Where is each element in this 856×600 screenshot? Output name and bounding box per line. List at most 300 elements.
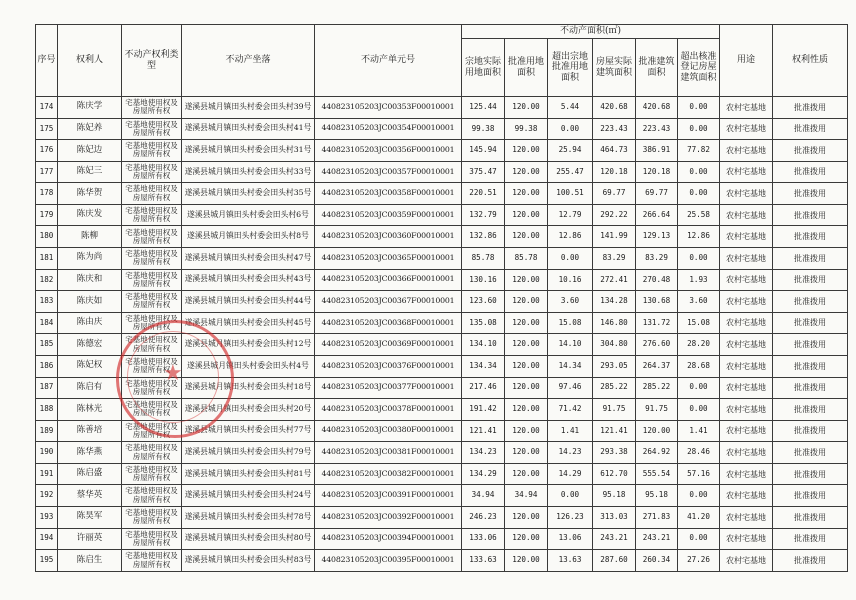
- cell-location: 遂溪县城月镇田头村委会田头村35号: [182, 183, 315, 205]
- cell-nature: 批准拨用: [773, 550, 848, 572]
- cell-use: 农村宅基地: [720, 334, 773, 356]
- cell-bldg-approved: 264.92: [636, 442, 678, 464]
- cell-seq: 192: [36, 485, 58, 507]
- cell-bldg-exceed: 41.20: [678, 506, 720, 528]
- cell-land-exceed: 3.60: [548, 291, 593, 313]
- cell-land-approved: 120.00: [505, 399, 548, 421]
- cell-bldg-approved: 120.18: [636, 161, 678, 183]
- cell-bldg-exceed: 57.16: [678, 463, 720, 485]
- cell-land-actual: 34.94: [462, 485, 505, 507]
- cell-holder: 陈华燕: [58, 442, 122, 464]
- cell-bldg-actual: 420.68: [593, 97, 636, 119]
- cell-unit-no: 440823105203JC00368F00010001: [315, 312, 462, 334]
- table-row: [36, 442, 848, 464]
- cell-right-type: 宅基地使用权及房屋所有权: [122, 334, 182, 356]
- cell-unit-no: 440823105203JC00392F00010001: [315, 506, 462, 528]
- cell-location: 遂溪县城月镇田头村委会田头村83号: [182, 550, 315, 572]
- cell-right-type: 宅基地使用权及房屋所有权: [122, 140, 182, 162]
- cell-location: 遂溪县城月镇田头村委会田头村43号: [182, 269, 315, 291]
- cell-use: 农村宅基地: [720, 118, 773, 140]
- cell-bldg-actual: 141.99: [593, 226, 636, 248]
- cell-bldg-approved: 95.18: [636, 485, 678, 507]
- cell-right-type: 宅基地使用权及房屋所有权: [122, 377, 182, 399]
- cell-location: 遂溪县城月镇田头村委会田头村47号: [182, 248, 315, 270]
- property-registry-table: [35, 24, 848, 572]
- cell-right-type: 宅基地使用权及房屋所有权: [122, 161, 182, 183]
- cell-nature: 批准拨用: [773, 420, 848, 442]
- table-row: [36, 183, 848, 205]
- cell-use: 农村宅基地: [720, 485, 773, 507]
- cell-holder: 陈林光: [58, 399, 122, 421]
- cell-location: 遂溪县城月镇田头村委会田头村77号: [182, 420, 315, 442]
- cell-bldg-actual: 285.22: [593, 377, 636, 399]
- cell-right-type: 宅基地使用权及房屋所有权: [122, 506, 182, 528]
- cell-nature: 批准拨用: [773, 442, 848, 464]
- cell-bldg-approved: 420.68: [636, 97, 678, 119]
- cell-unit-no: 440823105203JC00354F00010001: [315, 118, 462, 140]
- cell-seq: 178: [36, 183, 58, 205]
- cell-bldg-exceed: 0.00: [678, 485, 720, 507]
- cell-bldg-approved: 83.29: [636, 248, 678, 270]
- cell-right-type: 宅基地使用权及房屋所有权: [122, 528, 182, 550]
- table-row: [36, 399, 848, 421]
- cell-right-type: 宅基地使用权及房屋所有权: [122, 269, 182, 291]
- cell-bldg-exceed: 1.93: [678, 269, 720, 291]
- cell-bldg-exceed: 0.00: [678, 248, 720, 270]
- cell-bldg-approved: 260.34: [636, 550, 678, 572]
- header-bldg-approved: 批准建筑面积: [636, 39, 678, 97]
- cell-bldg-exceed: 0.00: [678, 97, 720, 119]
- cell-bldg-exceed: 15.08: [678, 312, 720, 334]
- cell-bldg-actual: 134.28: [593, 291, 636, 313]
- cell-use: 农村宅基地: [720, 248, 773, 270]
- cell-bldg-approved: 120.00: [636, 420, 678, 442]
- cell-use: 农村宅基地: [720, 226, 773, 248]
- cell-land-approved: 120.00: [505, 183, 548, 205]
- cell-bldg-actual: 69.77: [593, 183, 636, 205]
- header-nature: 权利性质: [773, 25, 848, 97]
- cell-holder: 蔡华英: [58, 485, 122, 507]
- cell-seq: 184: [36, 312, 58, 334]
- cell-location: 遂溪县城月镇田头村委会田头村18号: [182, 377, 315, 399]
- cell-bldg-approved: 91.75: [636, 399, 678, 421]
- cell-bldg-approved: 69.77: [636, 183, 678, 205]
- cell-location: 遂溪县城月镇田头村委会田头村78号: [182, 506, 315, 528]
- cell-bldg-actual: 464.73: [593, 140, 636, 162]
- cell-land-approved: 120.00: [505, 226, 548, 248]
- cell-unit-no: 440823105203JC00381F00010001: [315, 442, 462, 464]
- cell-bldg-actual: 272.41: [593, 269, 636, 291]
- cell-unit-no: 440823105203JC00353F00010001: [315, 97, 462, 119]
- table-row: [36, 204, 848, 226]
- table-row: [36, 506, 848, 528]
- cell-location: 遂溪县城月镇田头村委会田头村39号: [182, 97, 315, 119]
- cell-bldg-approved: 270.48: [636, 269, 678, 291]
- cell-bldg-exceed: 3.60: [678, 291, 720, 313]
- cell-location: 遂溪县城月镇田头村委会田头村31号: [182, 140, 315, 162]
- cell-right-type: 宅基地使用权及房屋所有权: [122, 463, 182, 485]
- cell-land-actual: 133.06: [462, 528, 505, 550]
- cell-location: 遂溪县城月镇田头村委会田头村79号: [182, 442, 315, 464]
- cell-land-approved: 120.00: [505, 442, 548, 464]
- cell-unit-no: 440823105203JC00360F00010001: [315, 226, 462, 248]
- cell-holder: 陈善培: [58, 420, 122, 442]
- cell-land-actual: 134.10: [462, 334, 505, 356]
- cell-right-type: 宅基地使用权及房屋所有权: [122, 226, 182, 248]
- cell-land-actual: 375.47: [462, 161, 505, 183]
- cell-bldg-approved: 130.68: [636, 291, 678, 313]
- cell-land-exceed: 15.08: [548, 312, 593, 334]
- cell-use: 农村宅基地: [720, 204, 773, 226]
- cell-land-exceed: 126.23: [548, 506, 593, 528]
- cell-location: 遂溪县城月镇田头村委会田头村24号: [182, 485, 315, 507]
- cell-unit-no: 440823105203JC00377F00010001: [315, 377, 462, 399]
- cell-location: 遂溪县城月镇田头村委会田头村8号: [182, 226, 315, 248]
- cell-holder: 陈由庆: [58, 312, 122, 334]
- cell-bldg-approved: 271.83: [636, 506, 678, 528]
- cell-bldg-exceed: 27.26: [678, 550, 720, 572]
- cell-bldg-approved: 243.21: [636, 528, 678, 550]
- cell-unit-no: 440823105203JC00367F00010001: [315, 291, 462, 313]
- table-row: [36, 355, 848, 377]
- cell-land-actual: 217.46: [462, 377, 505, 399]
- cell-use: 农村宅基地: [720, 140, 773, 162]
- header-right-type: 不动产权利类型: [122, 25, 182, 97]
- header-location: 不动产坐落: [182, 25, 315, 97]
- cell-unit-no: 440823105203JC00356F00010001: [315, 140, 462, 162]
- cell-nature: 批准拨用: [773, 334, 848, 356]
- cell-unit-no: 440823105203JC00394F00010001: [315, 528, 462, 550]
- cell-holder: 陈昊军: [58, 506, 122, 528]
- cell-bldg-approved: 555.54: [636, 463, 678, 485]
- cell-land-actual: 99.38: [462, 118, 505, 140]
- table-row: [36, 312, 848, 334]
- cell-use: 农村宅基地: [720, 442, 773, 464]
- cell-land-approved: 34.94: [505, 485, 548, 507]
- cell-land-approved: 120.00: [505, 97, 548, 119]
- cell-holder: 陈为尚: [58, 248, 122, 270]
- cell-bldg-exceed: 28.20: [678, 334, 720, 356]
- cell-land-exceed: 12.86: [548, 226, 593, 248]
- cell-land-exceed: 97.46: [548, 377, 593, 399]
- header-land-exceed: 超出宗地批准用地面积: [548, 39, 593, 97]
- cell-bldg-actual: 120.18: [593, 161, 636, 183]
- cell-right-type: 宅基地使用权及房屋所有权: [122, 420, 182, 442]
- cell-nature: 批准拨用: [773, 312, 848, 334]
- cell-seq: 194: [36, 528, 58, 550]
- cell-bldg-actual: 83.29: [593, 248, 636, 270]
- cell-holder: 陈庆和: [58, 269, 122, 291]
- cell-land-exceed: 14.10: [548, 334, 593, 356]
- cell-seq: 174: [36, 97, 58, 119]
- cell-seq: 195: [36, 550, 58, 572]
- cell-right-type: 宅基地使用权及房屋所有权: [122, 183, 182, 205]
- table-row: [36, 420, 848, 442]
- cell-nature: 批准拨用: [773, 269, 848, 291]
- cell-land-exceed: 10.16: [548, 269, 593, 291]
- cell-land-exceed: 14.34: [548, 355, 593, 377]
- cell-use: 农村宅基地: [720, 399, 773, 421]
- cell-location: 遂溪县城月镇田头村委会田头村33号: [182, 161, 315, 183]
- cell-nature: 批准拨用: [773, 528, 848, 550]
- cell-right-type: 宅基地使用权及房屋所有权: [122, 97, 182, 119]
- cell-land-actual: 132.79: [462, 204, 505, 226]
- cell-land-approved: 85.78: [505, 248, 548, 270]
- cell-land-actual: 134.34: [462, 355, 505, 377]
- cell-bldg-approved: 223.43: [636, 118, 678, 140]
- cell-nature: 批准拨用: [773, 118, 848, 140]
- cell-location: 遂溪县城月镇田头村委会田头村81号: [182, 463, 315, 485]
- cell-seq: 185: [36, 334, 58, 356]
- cell-land-exceed: 12.79: [548, 204, 593, 226]
- cell-unit-no: 440823105203JC00382F00010001: [315, 463, 462, 485]
- cell-bldg-exceed: 0.00: [678, 118, 720, 140]
- cell-bldg-exceed: 12.86: [678, 226, 720, 248]
- cell-right-type: 宅基地使用权及房屋所有权: [122, 118, 182, 140]
- cell-holder: 陈启盛: [58, 463, 122, 485]
- cell-seq: 193: [36, 506, 58, 528]
- cell-land-actual: 135.08: [462, 312, 505, 334]
- cell-bldg-actual: 91.75: [593, 399, 636, 421]
- header-bldg-actual: 房屋实际建筑面积: [593, 39, 636, 97]
- cell-holder: 陈妃养: [58, 118, 122, 140]
- cell-use: 农村宅基地: [720, 420, 773, 442]
- cell-unit-no: 440823105203JC00395F00010001: [315, 550, 462, 572]
- cell-nature: 批准拨用: [773, 226, 848, 248]
- table-row: [36, 161, 848, 183]
- cell-seq: 191: [36, 463, 58, 485]
- cell-unit-no: 440823105203JC00380F00010001: [315, 420, 462, 442]
- seal-star-icon: ★: [163, 361, 183, 386]
- table-row: [36, 97, 848, 119]
- cell-nature: 批准拨用: [773, 161, 848, 183]
- cell-land-exceed: 0.00: [548, 118, 593, 140]
- cell-bldg-approved: 285.22: [636, 377, 678, 399]
- cell-land-exceed: 13.63: [548, 550, 593, 572]
- cell-right-type: 宅基地使用权及房屋所有权: [122, 550, 182, 572]
- cell-land-exceed: 71.42: [548, 399, 593, 421]
- cell-land-actual: 125.44: [462, 97, 505, 119]
- cell-nature: 批准拨用: [773, 140, 848, 162]
- cell-bldg-approved: 131.72: [636, 312, 678, 334]
- cell-nature: 批准拨用: [773, 291, 848, 313]
- cell-bldg-exceed: 25.58: [678, 204, 720, 226]
- cell-bldg-actual: 287.60: [593, 550, 636, 572]
- cell-seq: 179: [36, 204, 58, 226]
- cell-right-type: 宅基地使用权及房屋所有权: [122, 485, 182, 507]
- table-row: [36, 140, 848, 162]
- header-land-approved: 批准用地面积: [505, 39, 548, 97]
- cell-location: 遂溪县城月镇田头村委会田头村4号: [182, 355, 315, 377]
- cell-land-actual: 123.60: [462, 291, 505, 313]
- cell-holder: 陈启生: [58, 550, 122, 572]
- cell-land-actual: 121.41: [462, 420, 505, 442]
- cell-seq: 187: [36, 377, 58, 399]
- cell-land-actual: 191.42: [462, 399, 505, 421]
- cell-holder: 陈庆发: [58, 204, 122, 226]
- cell-use: 农村宅基地: [720, 550, 773, 572]
- cell-holder: 陈德宏: [58, 334, 122, 356]
- cell-land-actual: 134.23: [462, 442, 505, 464]
- cell-land-approved: 120.00: [505, 161, 548, 183]
- cell-land-actual: 133.63: [462, 550, 505, 572]
- cell-nature: 批准拨用: [773, 399, 848, 421]
- cell-unit-no: 440823105203JC00369F00010001: [315, 334, 462, 356]
- cell-land-exceed: 14.29: [548, 463, 593, 485]
- header-land-actual: 宗地实际用地面积: [462, 39, 505, 97]
- table-row: [36, 118, 848, 140]
- header-unit-no: 不动产单元号: [315, 25, 462, 97]
- cell-bldg-exceed: 1.41: [678, 420, 720, 442]
- cell-bldg-exceed: 0.00: [678, 377, 720, 399]
- cell-land-approved: 120.00: [505, 312, 548, 334]
- cell-seq: 189: [36, 420, 58, 442]
- header-seq: 序号: [36, 25, 58, 97]
- cell-land-actual: 130.16: [462, 269, 505, 291]
- cell-right-type: 宅基地使用权及房屋所有权: [122, 399, 182, 421]
- cell-land-actual: 134.29: [462, 463, 505, 485]
- cell-holder: 陈庆如: [58, 291, 122, 313]
- cell-unit-no: 440823105203JC00366F00010001: [315, 269, 462, 291]
- cell-land-approved: 120.00: [505, 506, 548, 528]
- cell-holder: 陈妃权: [58, 355, 122, 377]
- cell-bldg-approved: 129.13: [636, 226, 678, 248]
- cell-nature: 批准拨用: [773, 463, 848, 485]
- cell-land-actual: 246.23: [462, 506, 505, 528]
- cell-land-approved: 120.00: [505, 355, 548, 377]
- cell-bldg-exceed: 0.00: [678, 183, 720, 205]
- table-row: [36, 226, 848, 248]
- cell-holder: 许丽英: [58, 528, 122, 550]
- cell-nature: 批准拨用: [773, 97, 848, 119]
- cell-bldg-exceed: 0.00: [678, 528, 720, 550]
- cell-holder: 陈柳: [58, 226, 122, 248]
- cell-land-exceed: 25.94: [548, 140, 593, 162]
- cell-bldg-approved: 276.60: [636, 334, 678, 356]
- cell-use: 农村宅基地: [720, 312, 773, 334]
- table-row: [36, 334, 848, 356]
- cell-bldg-actual: 292.22: [593, 204, 636, 226]
- cell-land-approved: 120.00: [505, 463, 548, 485]
- cell-land-approved: 99.38: [505, 118, 548, 140]
- cell-holder: 陈妃边: [58, 140, 122, 162]
- cell-holder: 陈华贺: [58, 183, 122, 205]
- cell-use: 农村宅基地: [720, 183, 773, 205]
- cell-bldg-actual: 304.80: [593, 334, 636, 356]
- cell-land-approved: 120.00: [505, 334, 548, 356]
- cell-use: 农村宅基地: [720, 506, 773, 528]
- cell-bldg-actual: 146.80: [593, 312, 636, 334]
- table-row: [36, 248, 848, 270]
- table-row: [36, 550, 848, 572]
- cell-nature: 批准拨用: [773, 377, 848, 399]
- cell-seq: 182: [36, 269, 58, 291]
- table-row: [36, 269, 848, 291]
- cell-use: 农村宅基地: [720, 463, 773, 485]
- cell-bldg-actual: 293.05: [593, 355, 636, 377]
- cell-seq: 181: [36, 248, 58, 270]
- cell-location: 遂溪县城月镇田头村委会田头村44号: [182, 291, 315, 313]
- cell-land-exceed: 255.47: [548, 161, 593, 183]
- cell-land-approved: 120.00: [505, 204, 548, 226]
- cell-seq: 183: [36, 291, 58, 313]
- cell-right-type: 宅基地使用权及房屋所有权: [122, 312, 182, 334]
- cell-nature: 批准拨用: [773, 248, 848, 270]
- cell-bldg-actual: 223.43: [593, 118, 636, 140]
- table-row: [36, 463, 848, 485]
- cell-land-exceed: 1.41: [548, 420, 593, 442]
- cell-use: 农村宅基地: [720, 377, 773, 399]
- cell-seq: 190: [36, 442, 58, 464]
- cell-land-actual: 145.94: [462, 140, 505, 162]
- cell-land-approved: 120.00: [505, 550, 548, 572]
- cell-land-exceed: 0.00: [548, 248, 593, 270]
- cell-bldg-approved: 264.37: [636, 355, 678, 377]
- cell-land-exceed: 13.06: [548, 528, 593, 550]
- cell-bldg-exceed: 77.82: [678, 140, 720, 162]
- cell-land-approved: 120.00: [505, 140, 548, 162]
- header-use: 用途: [720, 25, 773, 97]
- cell-bldg-actual: 243.21: [593, 528, 636, 550]
- header-area-group: 不动产面积(㎡): [462, 25, 720, 39]
- cell-holder: 陈庆学: [58, 97, 122, 119]
- cell-location: 遂溪县城月镇田头村委会田头村12号: [182, 334, 315, 356]
- cell-land-exceed: 0.00: [548, 485, 593, 507]
- cell-use: 农村宅基地: [720, 528, 773, 550]
- cell-seq: 176: [36, 140, 58, 162]
- table-row: [36, 291, 848, 313]
- table-row: [36, 485, 848, 507]
- cell-bldg-exceed: 0.00: [678, 161, 720, 183]
- cell-bldg-approved: 386.91: [636, 140, 678, 162]
- cell-seq: 180: [36, 226, 58, 248]
- cell-unit-no: 440823105203JC00358F00010001: [315, 183, 462, 205]
- cell-unit-no: 440823105203JC00359F00010001: [315, 204, 462, 226]
- table-row: [36, 377, 848, 399]
- cell-nature: 批准拨用: [773, 183, 848, 205]
- header-bldg-exceed: 超出核准登记房屋建筑面积: [678, 39, 720, 97]
- cell-bldg-exceed: 28.68: [678, 355, 720, 377]
- cell-location: 遂溪县城月镇田头村委会田头村41号: [182, 118, 315, 140]
- cell-bldg-actual: 313.03: [593, 506, 636, 528]
- cell-use: 农村宅基地: [720, 355, 773, 377]
- cell-land-approved: 120.00: [505, 528, 548, 550]
- cell-bldg-actual: 293.38: [593, 442, 636, 464]
- cell-use: 农村宅基地: [720, 161, 773, 183]
- cell-bldg-actual: 612.70: [593, 463, 636, 485]
- cell-unit-no: 440823105203JC00378F00010001: [315, 399, 462, 421]
- cell-land-approved: 120.00: [505, 377, 548, 399]
- cell-right-type: 宅基地使用权及房屋所有权: [122, 355, 182, 377]
- cell-nature: 批准拨用: [773, 506, 848, 528]
- cell-nature: 批准拨用: [773, 485, 848, 507]
- cell-seq: 186: [36, 355, 58, 377]
- cell-unit-no: 440823105203JC00391F00010001: [315, 485, 462, 507]
- table-row: [36, 528, 848, 550]
- cell-land-approved: 120.00: [505, 291, 548, 313]
- cell-nature: 批准拨用: [773, 204, 848, 226]
- cell-right-type: 宅基地使用权及房屋所有权: [122, 248, 182, 270]
- cell-land-approved: 120.00: [505, 420, 548, 442]
- cell-land-exceed: 14.23: [548, 442, 593, 464]
- cell-bldg-actual: 121.41: [593, 420, 636, 442]
- cell-bldg-exceed: 0.00: [678, 399, 720, 421]
- cell-unit-no: 440823105203JC00376F00010001: [315, 355, 462, 377]
- cell-unit-no: 440823105203JC00365F00010001: [315, 248, 462, 270]
- cell-right-type: 宅基地使用权及房屋所有权: [122, 442, 182, 464]
- cell-use: 农村宅基地: [720, 97, 773, 119]
- cell-location: 遂溪县城月镇田头村委会田头村45号: [182, 312, 315, 334]
